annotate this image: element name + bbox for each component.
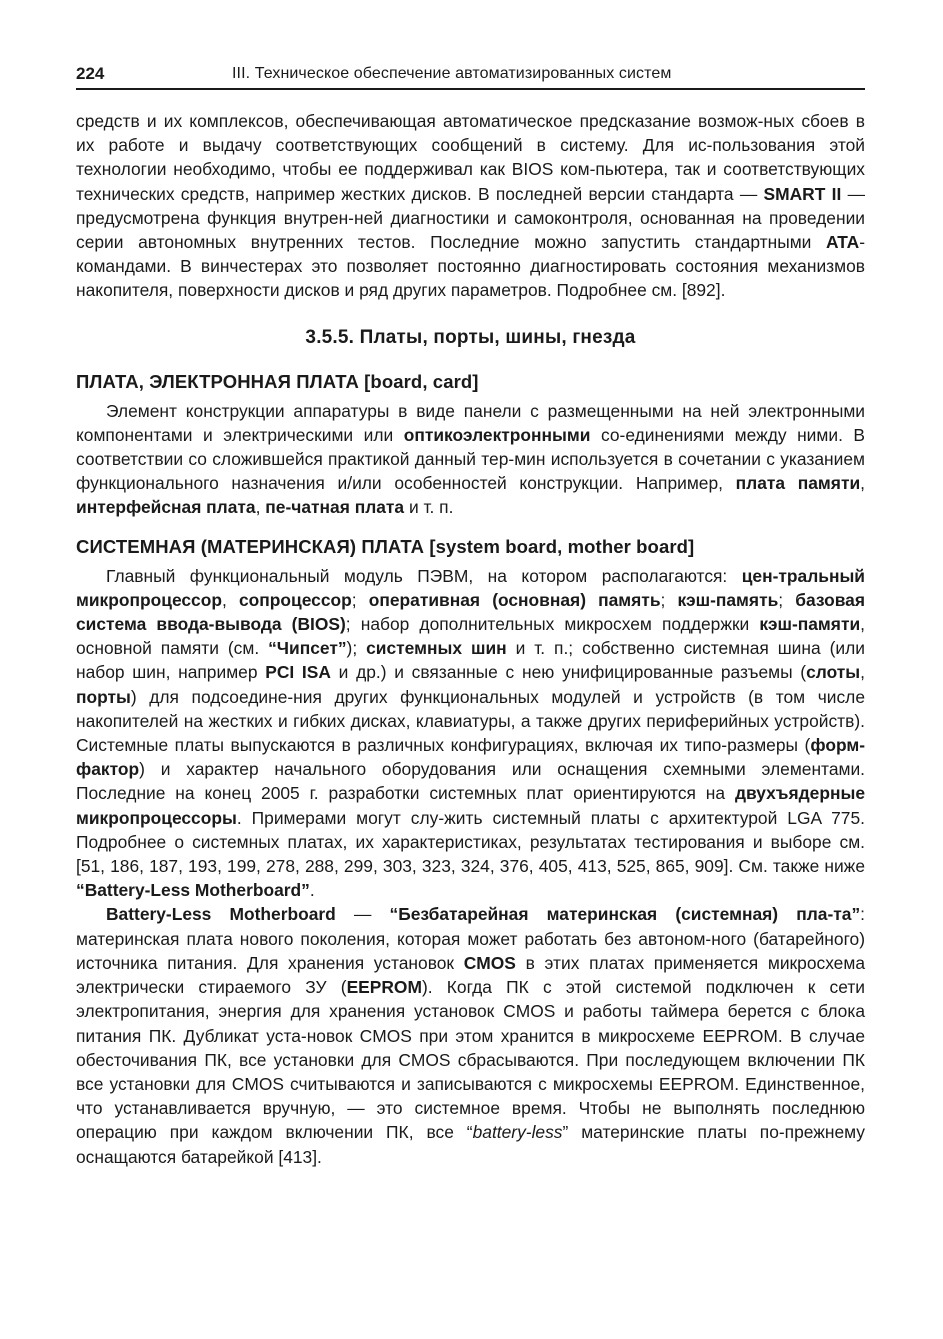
page-header [76,62,865,90]
section-title: 3.5.5. Платы, порты, шины, гнезда [305,326,636,348]
system-board-definition: Главный функциональный модуль ПЭВМ, на котором располагаются: цен-тральный микропроцессор, сопроцессор; оперативная (основная) память; кэш-память; базовая система ввода-вывода (BIOS); набор дополнительных микросхем поддержки кэш-памяти, основной памяти (см. “Чипсет”); системных шин и т. п.; собственно системная шина (или набор шин, например PCI ISA и др.) и связанные с нею унифицированные разъемы (слоты, порты) для подсоедине-ния других функциональных модулей и устройств (в том числе накопителей на жестких и гибких дисках, клавиатуры, а также других периферийных устройств). Системные платы выпускаются в различных конфигурациях, включая их типо-размеры (форм-фактор) и характер начального оборудования или оснащения схемными элементами. Последние на конец 2005 г. разработки системных плат ориентируются на двухъядерные микропроцессоры. Примерами могут слу-жить системный платы с архитектурой LGA 775. Подробнее о системных платах, их характеристиках, результатах тестирования и выборе см. [51, 186, 187, 193, 199, 278, 288, 299, 303, 323, 324, 376, 405, 413, 525, 865, 909]. См. также ниже “Battery-Less Motherboard”. [76,565,866,901]
board-definition: Элемент конструкции аппаратуры в виде панели с размещенными на ней электронными компонентами и электрическими или оптикоэлектронными со-единениями между ними. В соответствии со сложившейся практикой данный тер-мин используется в сочетании с указанием функционального назначения и/или особенностей конструкции. Например, плата памяти, интерфейсная плата, пе-чатная плата и т. п. [76,400,866,518]
running-title: III. Техническое обеспечение автоматизированных систем [232,65,672,82]
battery-less-definition: Battery-Less Motherboard — “Безбатарейная материнская (системная) пла-та”: материнская плата нового поколения, которая может работать без автоном-ного (батарейного) источника питания. Для хранения установок CMOS в этих платах применяется микросхема электрически стираемого ЗУ (EEPROM). Когда ПК с этой системой подключен к сети электропитания, энергия для хранения установок CMOS и работы таймера берется с блока питания ПК. Дубликат уста-новок CMOS при этом хранится в микросхеме EEPROM. В случае обесточивания ПК, все установки для CMOS сбрасываются. При последующем включении ПК все установки для CMOS считываются и записываются с микросхемы EEPROM. Единственное, что устанавливается вручную, — это системное время. Чтобы не выполнять последнюю операцию при каждом включении ПК, все “battery-less” материнские платы по-прежнему оснащаются батарейкой [413]. [76,904,865,1167]
term-heading-board: ПЛАТА, ЭЛЕКТРОННАЯ ПЛАТА [board, card] [76,370,479,392]
term-heading-system-board: СИСТЕМНАЯ (МАТЕРИНСКАЯ) ПЛАТА [system board, mother board] [76,535,695,557]
page-number: 224 [76,64,105,83]
intro-paragraph: средств и их комплексов, обеспечивающая автоматическое предсказание возмож-ных сбоев в их работе и выдачу соответствующих сообщений в систему. Для ис-пользования этой технологии необходимо, чтобы ее поддерживал как BIOS ком-пьютера, так и соответствующих технических средств, например жестких дисков. В последней версии стандарта — SMART II — предусмотрена функция внутрен-ней диагностики и самоконтроля, основанная на проведении серии автономных внутренних тестов. Последние можно запустить стандартными ATA-командами. В винчестерах это позволяет постоянно диагностировать состояния механизмов накопителя, поверхности дисков и ряд других параметров. Подробнее см. [892]. [76,111,865,301]
page-body [76,109,865,1169]
